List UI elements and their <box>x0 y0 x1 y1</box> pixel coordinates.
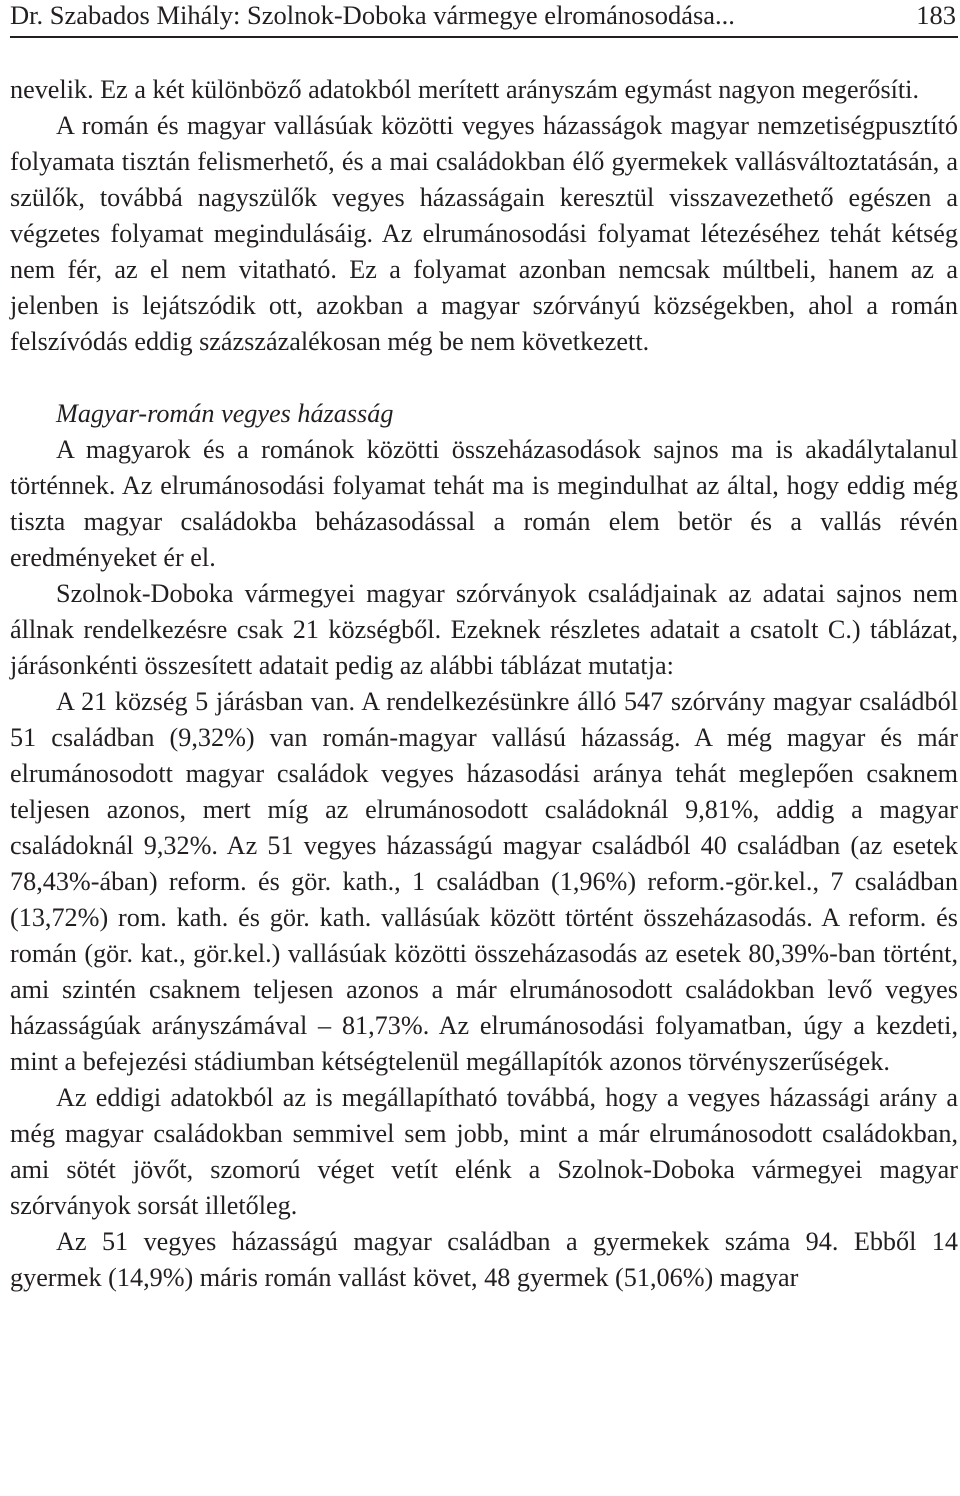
paragraph-1: nevelik. Ez a két különböző adatokból merített arányszám egymást nagyon megerősíti. <box>10 75 920 104</box>
header-title: Dr. Szabados Mihály: Szolnok-Doboka vármegye elrománosodása... <box>10 0 735 30</box>
body-text <box>10 72 958 1296</box>
paragraph-3: A magyarok és a románok közötti összeházasodások sajnos ma is akadálytalanul történnek. Az elrumánosodási folyamat tehát ma is megindulhat az által, hogy eddig még tiszta magyar családokba beházasodással a román elem betör és a vallás révén eredményeket ér el. <box>10 435 958 572</box>
paragraph-2: A román és magyar vallásúak közötti vegyes házasságok magyar nemzetiségpusztító folyamata tisztán felismerhető, és a mai családokban élő gyermekek vallásváltoztatásán, a szülők, továbbá nagyszülők vegyes házasságain keresztül visszavezethető egészen a végzetes folyamat megindulásáig. Az elrumánosodási folyamat létezéséhez tehát kétség nem fér, az el nem vitatható. Ez a folyamat azonban nemcsak múltbeli, hanem az a jelenben is lejátszódik ott, azokban a magyar szórványú községekben, ahol a román felszívódás eddig százszázalékosan még be nem következett. <box>10 111 958 356</box>
section-subheading: Magyar-román vegyes házasság <box>56 399 394 428</box>
paragraph-5: A 21 község 5 járásban van. A rendelkezésünkre álló 547 szórvány magyar családból 51 családban (9,32%) van román-magyar vallású házasság. A még magyar és már elrumánosodott magyar családok vegyes házasodási aránya tehát meglepően csaknem teljesen azonos, mert míg az elrumánosodott családoknál 9,81%, addig a magyar családoknál 9,32%. Az 51 vegyes házasságú magyar családból 40 családban (az esetek 78,43%-ában) reform. és gör. kath., 1 családban (1,96%) reform.-gör.kel., 7 családban (13,72%) rom. kath. és gör. kath. vallásúak között történt összeházasodás. A reform. és román (gör. kat., gör.kel.) vallásúak közötti összeházasodás az esetek 80,39%-ban történt, ami szintén csaknem teljesen azonos a már elrumánosodott családokban levő vegyes házasságúak arányszámával – 81,73%. Az elrumánosodási folyamatban, úgy a kezdeti, mint a befejezési stádiumban kétségtelenül megállapítók azonos törvényszerűségek. <box>10 687 958 1076</box>
paragraph-4: Szolnok-Doboka vármegyei magyar szórványok családjainak az adatai sajnos nem állnak rendelkezésre csak 21 községből. Ezeknek részletes adatait a csatolt C.) táblázat, járásonkénti összesített adatait pedig az alábbi táblázat mutatja: <box>10 579 958 680</box>
document-page <box>10 0 958 1296</box>
running-header <box>10 0 958 38</box>
page-number: 183 <box>916 0 956 30</box>
paragraph-6: Az eddigi adatokból az is megállapítható továbbá, hogy a vegyes házassági arány a még magyar családokban semmivel sem jobb, mint a már elrumánosodott családokban, ami sötét jövőt, szomorú véget vetít elénk a Szolnok-Doboka vármegyei magyar szórványok sorsát illetőleg. <box>10 1083 958 1220</box>
paragraph-7: Az 51 vegyes házasságú magyar családban a gyermekek száma 94. Ebből 14 gyermek (14,9%) máris román vallást követ, 48 gyermek (51,06%) magyar <box>10 1227 958 1292</box>
